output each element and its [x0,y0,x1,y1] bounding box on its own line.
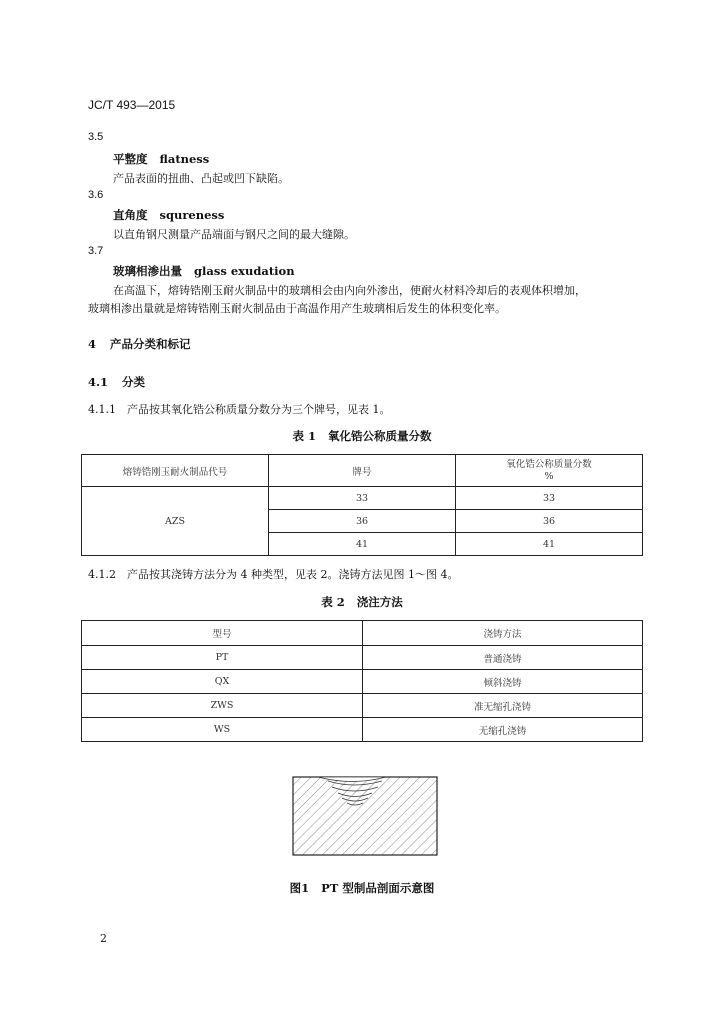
table-cell: ZWS [82,694,363,718]
term-heading [113,207,224,223]
term-definition: 以直角钢尺测量产品端面与钢尺之间的最大缝隙。 [113,228,355,241]
subsection-number: 4.1 [88,375,109,389]
clause-number: 3.5 [88,131,104,143]
term-heading [113,151,209,167]
figure1-caption-title: PT 型制品剖面示意图 [321,881,435,895]
table2 [81,620,643,742]
clause-number: 3.7 [88,245,104,257]
section-number: 4 [88,337,97,351]
term-zh: 平整度 [113,152,148,166]
figure1-caption [0,880,724,896]
table-cell-product-code: AZS [82,487,269,556]
table-row [82,670,643,694]
table-cell: WS [82,718,363,742]
table1 [81,454,643,556]
table-cell: 36 [456,510,643,533]
paragraph-4-1-2: 4.1.2 产品按其浇铸方法分为 4 种类型，见表 2。浇铸方法见图 1～图 4。 [88,568,459,581]
table-row [82,646,643,670]
clause-number: 3.6 [88,189,104,201]
figure1-cross-section [292,776,438,856]
table-cell: 准无缩孔浇铸 [363,694,643,718]
document-code: JC/T 493—2015 [88,98,176,112]
table-header-cell: 牌号 [269,455,456,487]
table-cell: 36 [269,510,456,533]
table1-caption [0,428,724,444]
table-cell: 倾斜浇铸 [363,670,643,694]
term-heading [113,263,295,279]
term-zh: 玻璃相渗出量 [113,264,182,278]
table-cell: PT [82,646,363,670]
section-title: 产品分类和标记 [110,337,191,351]
table-cell: 普通浇铸 [363,646,643,670]
table-header-cell [456,455,643,487]
table-row [82,718,643,742]
table2-caption [0,594,724,610]
term-zh: 直角度 [113,208,148,222]
table-header-cell: 熔铸锆刚玉耐火制品代号 [82,455,269,487]
table-cell: 无缩孔浇铸 [363,718,643,742]
table-row [82,487,643,510]
table-header-cell: 浇铸方法 [363,621,643,646]
term-en: squreness [159,208,225,222]
table2-caption-title: 浇注方法 [356,595,403,609]
term-definition-line: 在高温下，熔铸锆刚玉耐火制品中的玻璃相会由内向外渗出，使耐火材料冷却后的表观体积增加， [113,284,586,297]
table-header-row [82,455,643,487]
figure1-caption-number: 图1 [289,881,310,895]
subsection-heading [88,374,145,390]
table1-caption-title: 氧化锆公称质量分数 [328,429,432,443]
subsection-title: 分类 [122,375,146,389]
table2-caption-number: 表 2 [321,595,345,609]
table-cell: QX [82,670,363,694]
table-cell: 41 [269,533,456,556]
section-heading [88,336,191,352]
header-unit: % [544,470,554,482]
term-en: flatness [159,152,210,166]
paragraph-4-1-1: 4.1.1 产品按其氧化锆公称质量分数分为三个牌号，见表 1。 [88,403,391,416]
table-row [82,694,643,718]
term-definition-line: 玻璃相渗出量就是熔铸锆刚玉耐火制品由于高温作用产生玻璃相后发生的体积变化率。 [88,302,506,315]
header-line: 氧化锆公称质量分数 [506,458,592,470]
block-outline [293,777,437,855]
table-header-cell: 型号 [82,621,363,646]
table-header-row [82,621,643,646]
table-cell: 41 [456,533,643,556]
table-cell: 33 [269,487,456,510]
table1-caption-number: 表 1 [292,429,316,443]
page-number: 2 [100,932,107,945]
table-cell: 33 [456,487,643,510]
term-definition: 产品表面的扭曲、凸起或凹下缺陷。 [113,172,289,185]
term-en: glass exudation [194,264,295,278]
